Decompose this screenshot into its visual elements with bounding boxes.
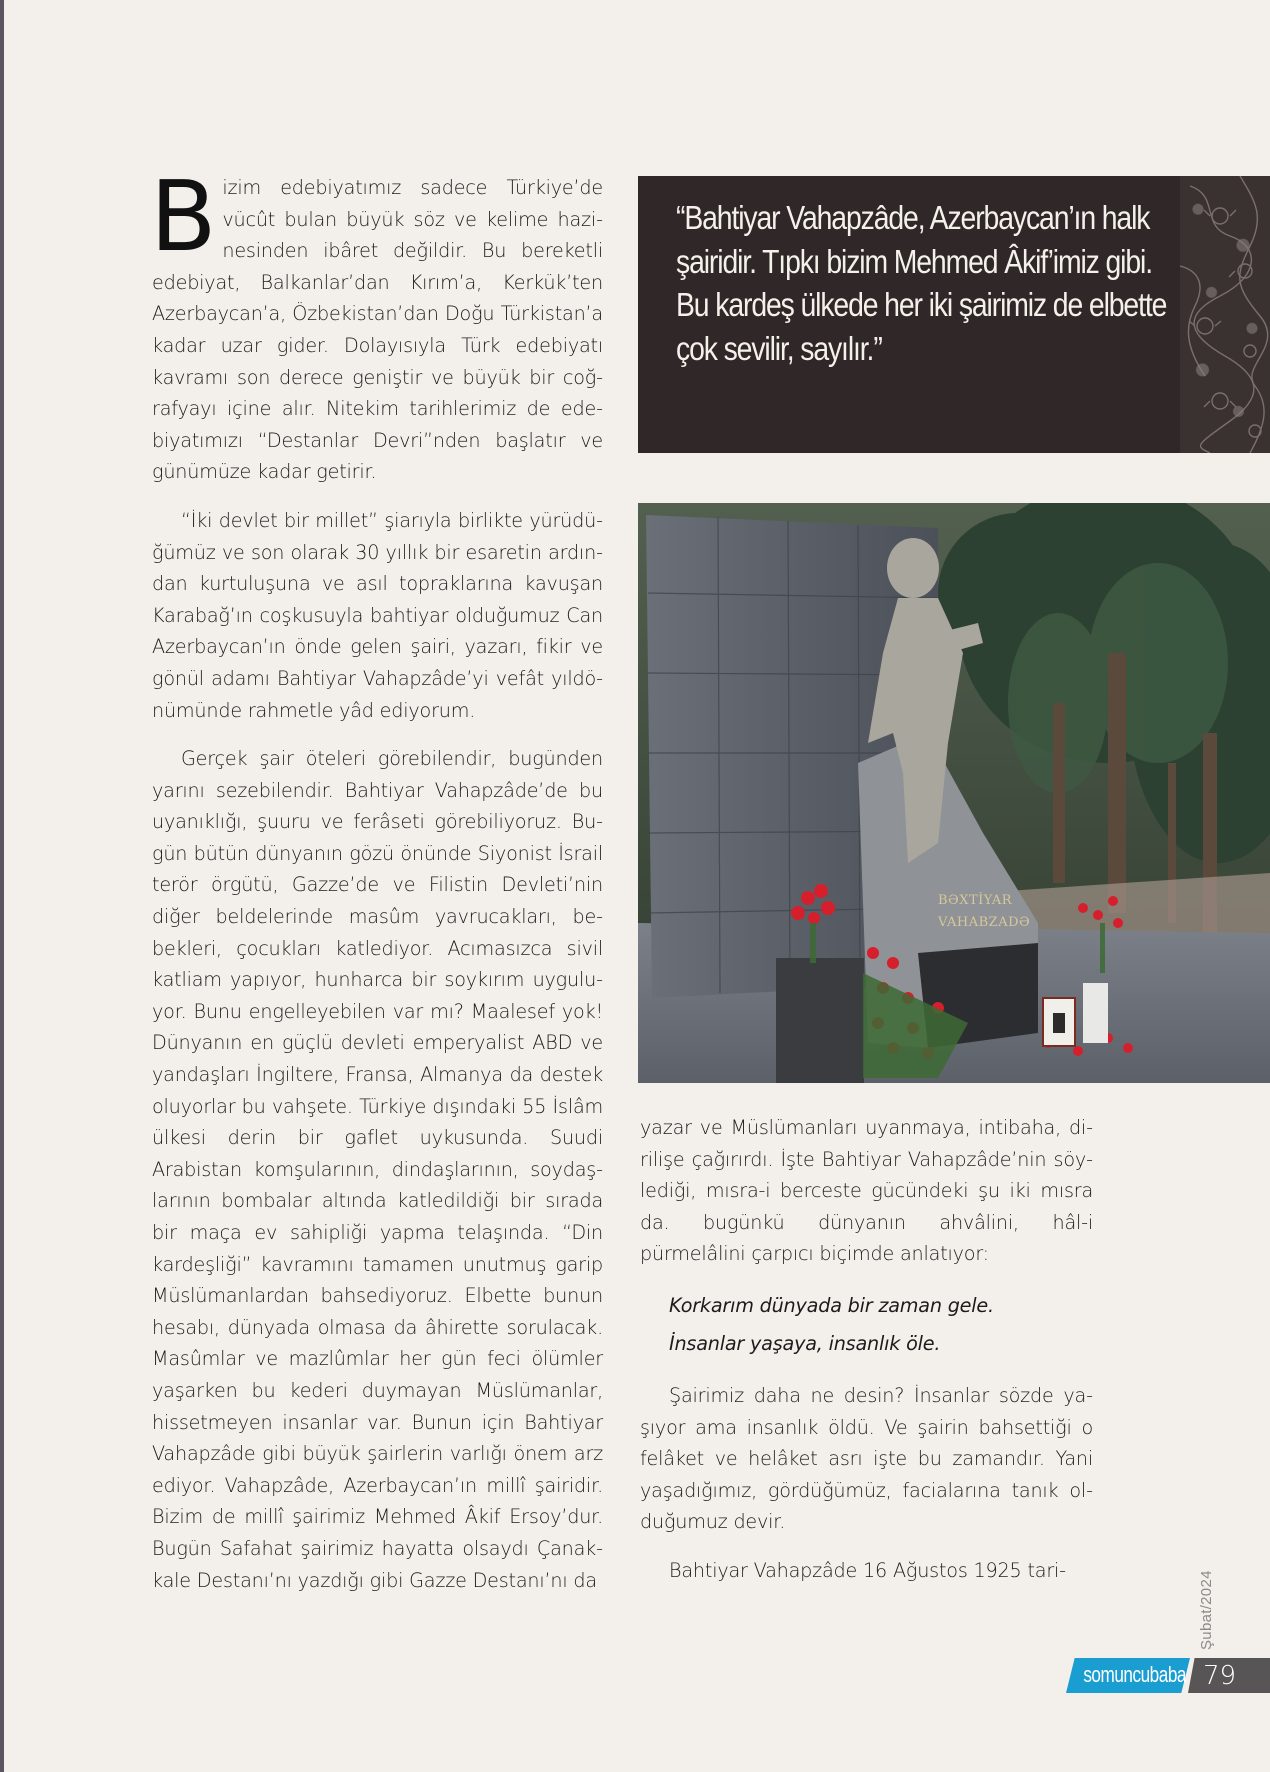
verse-quote — [640, 1287, 1093, 1363]
body-paragraph: yazar ve Müslümanları uyanmaya, intibaha, dirilişe çağırırdı. İşte Bahtiyar Vahapzâde’nin söylediği, mısra-i berceste gücündeki şu iki mısra da. bugünkü dünyanın ahvâlini, hâl-i pürmelâlini çarpıcı biçimde anlatıyor: — [640, 1116, 1093, 1266]
verse-line: İnsanlar yaşaya, insanlık öle. — [669, 1331, 941, 1355]
monument-photo — [638, 503, 1270, 1083]
page-number: 79 — [1203, 1661, 1237, 1691]
pull-quote — [638, 176, 1270, 453]
inscription-line: BƏXTİYAR — [938, 893, 1013, 908]
binding-edge — [0, 0, 4, 1772]
right-column — [640, 1112, 1093, 1604]
floral-ornament-icon — [1180, 176, 1270, 453]
inscription-line: VAHABZADƏ — [938, 915, 1031, 930]
body-paragraph: Bahtiyar Vahapzâde 16 Ağustos 1925 tari- — [669, 1558, 1066, 1582]
issue-date: Şubat/2024 — [1198, 1570, 1215, 1650]
monument-inscription — [938, 890, 1030, 934]
body-paragraph: Şairimiz daha ne desin? İnsanlar sözde yaşıyor ama insanlık öldü. Ve şairin bahsettiği o felâket ve helâket asrı işte bu zamandır. Yani yaşadığımız, gördüğümüz, facialarına tanık olduğumuz devir. — [640, 1383, 1093, 1534]
body-paragraph: “İki devlet bir millet” şiarıyla birlikte yürüdüğümüz ve son olarak 30 yıllık bir esaretin ardından kurtuluşuna ve asıl topraklarına kavuşan Karabağ’ın coşkusuyla bahtiyar olduğumuz Can Azerbaycan’ın önde gelen şairi, yazarı, fikir ve gönül adamı Bahtiyar Vahapzâde’yi vefât yıldönümünde rahmetle yâd ediyorum. — [152, 508, 603, 722]
brand-name: somuncubaba — [1083, 1662, 1186, 1687]
intro-paragraph — [150, 160, 603, 488]
body-paragraph: Gerçek şair öteleri görebilendir, bugünden yarını sezebilendir. Bahtiyar Vahapzâde’de bu uyanıklığı, şuuru ve ferâseti görebiliyoruz. Bugün bütün dünyanın gözü önünde Siyonist İsrail terör örgütü, Gazze’de ve Filistin Devleti’nin diğer beldelerinde masûm yavrucakları, bebekleri, çocukları katlediyor. Acımasızca sivil katliam yapıyor, hunharca bir soykırım uyguluyor. Bunu engelleyebilen var mı? Maalesef yok! Dünyanın en güçlü devleti emperyalist ABD ve yandaşları İngiltere, Fransa, Almanya da destek oluyorlar bu vahşete. Türkiye dışındaki 55 İslâm ülkesi derin bir gaflet uykusunda. Suudi Arabistan komşularının, dindaşlarının, soydaşlarının bombalar altında katledildiği bir sırada bir maça ev sahipliği yapma telaşında. “Din kardeşliği” kavramını tamamen unutmuş garip Müslümanlardan bahsediyoruz. Elbette bunun hesabı, dünyada olmasa da âhirette sorulacak. Masûmlar ve mazlûmlar her gün feci ölümler yaşarken bu kederi duymayan Müslümanlar, hissetmeyen insanlar var. Bunun için Bahtiyar Vahapzâde gibi büyük şairlerin varlığı önem arz ediyor. Vahapzâde, Azerbaycan’ın millî şairidir. Bizim de millî şairimiz Mehmed Âkif Ersoy’dur. Bugün Safahat şairimiz hayatta olsaydı Çanakkale Destanı’nı yazdığı gibi Gazze Destanı’nı da — [152, 747, 603, 1592]
verse-line: Korkarım dünyada bir zaman gele. — [669, 1293, 994, 1317]
intro-text: izim edebiyatımız sadece Türkiye’de vücût bulan büyük söz ve kelime hazinesinden ibâret değildir. Bu bereketli edebiyat, Balkanlar’dan Kırım’a, Kerkük’ten Azerbaycan’a, Özbekistan’dan Doğu Türkistan’a kadar uzar gider. Dolayısıyla Türk edebiyatı kavramı son derece geniştir ve büyük bir coğrafyayı içine alır. Nitekim tarihlerimiz de edebiyatımızı “Destanlar Devri”nden başlatır ve günümüze kadar getirir. — [152, 176, 603, 484]
monument-illustration — [638, 503, 1270, 1083]
left-column — [150, 160, 603, 1613]
pull-quote-text: “Bahtiyar Vahapzâde, Azerbaycan’ın halk şairidir. Tıpkı bizim Mehmed Âkif’imiz gibi. Bu kardeş ülkede her iki şairimiz de elbette çok sevilir, sayılır.” — [676, 199, 1167, 367]
drop-cap: B — [150, 160, 217, 273]
